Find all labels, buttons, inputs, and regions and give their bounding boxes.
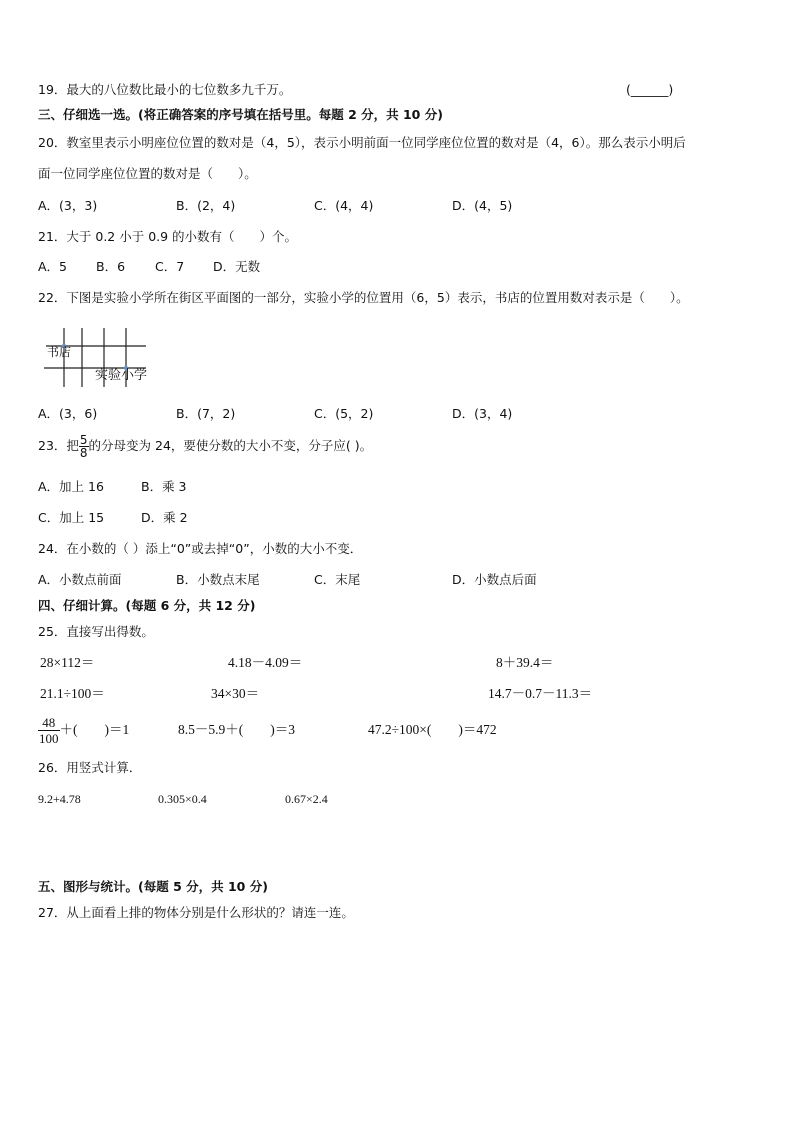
q20-option-d[interactable]: D．(4，5) xyxy=(452,198,513,213)
q21-option-d[interactable]: D．无数 xyxy=(213,259,261,274)
q20-option-a[interactable]: A．(3，3) xyxy=(38,198,98,213)
q23-fraction-numerator: 5 xyxy=(79,433,88,447)
street-map xyxy=(42,327,162,389)
q25-row2-item2: 34×30＝ xyxy=(211,686,260,701)
q23-option-d[interactable]: D．乘 2 xyxy=(141,510,188,525)
section-5-title: 五、图形与统计。(每题 5 分，共 10 分) xyxy=(38,879,268,894)
q27-text: 27．从上面看上排的物体分别是什么形状的？请连一连。 xyxy=(38,905,354,920)
q24-option-a[interactable]: A．小数点前面 xyxy=(38,572,122,587)
q25-row3-fraction xyxy=(38,715,60,746)
q23-prefix: 23．把 xyxy=(38,438,79,453)
q25-row2-item3: 14.7－0.7－11.3＝ xyxy=(488,686,593,701)
q25-row1-item2: 4.18－4.09＝ xyxy=(228,655,303,670)
q22-text: 22．下图是实验小学所在街区平面图的一部分，实验小学的位置用（6，5）表示，书店的位置用数对表示是（ ）。 xyxy=(38,290,689,305)
q23-suffix: 的分母变为 24，要使分数的大小不变，分子应( )。 xyxy=(88,438,373,453)
q22-option-b[interactable]: B．(7，2) xyxy=(176,406,236,421)
q20-option-b[interactable]: B．(2，4) xyxy=(176,198,236,213)
q21-option-a[interactable]: A．5 xyxy=(38,259,68,274)
q23-fraction-denominator: 8 xyxy=(79,446,88,460)
q21-text: 21．大于 0.2 小于 0.9 的小数有（ ）个。 xyxy=(38,229,298,244)
q19-answer-box[interactable]: (______) xyxy=(626,82,674,97)
q23-fraction xyxy=(79,434,89,459)
q26-text: 26．用竖式计算． xyxy=(38,760,142,775)
section-4-title: 四、仔细计算。(每题 6 分，共 12 分) xyxy=(38,598,256,613)
q25-row3-fraction-numerator: 48 xyxy=(38,715,60,731)
q23-option-a[interactable]: A．加上 16 xyxy=(38,479,104,494)
q23-option-c[interactable]: C．加上 15 xyxy=(38,510,105,525)
q26-item3: 0.67×2.4 xyxy=(285,792,328,806)
section-3-title: 三、仔细选一选。(将正确答案的序号填在括号里。每题 2 分，共 10 分) xyxy=(38,107,443,122)
q25-row1-item1: 28×112＝ xyxy=(40,655,95,670)
q25-row1-item3: 8＋39.4＝ xyxy=(496,655,554,670)
q22-option-d[interactable]: D．(3，4) xyxy=(452,406,513,421)
map-label-school: 实验小学 xyxy=(95,368,148,383)
q23-option-b[interactable]: B．乘 3 xyxy=(141,479,187,494)
q25-row2-item1: 21.1÷100＝ xyxy=(40,686,105,701)
q23-text xyxy=(38,432,372,460)
q24-option-d[interactable]: D．小数点后面 xyxy=(452,572,537,587)
q25-row3-item1-tail: ＋( )＝1 xyxy=(59,722,130,737)
q20-option-c[interactable]: C．(4，4) xyxy=(314,198,374,213)
q20-text-line2: 面一位同学座位位置的数对是（ ）。 xyxy=(38,166,257,181)
q24-text: 24．在小数的（ ）添上“0”或去掉“0”，小数的大小不变． xyxy=(38,541,363,556)
q25-text: 25．直接写出得数。 xyxy=(38,624,154,639)
map-label-bookstore: 书店 xyxy=(47,345,72,359)
q26-item2: 0.305×0.4 xyxy=(158,792,207,806)
q21-option-c[interactable]: C．7 xyxy=(155,259,185,274)
q19-text: 19．最大的八位数比最小的七位数多九千万。 xyxy=(38,82,292,97)
q24-option-c[interactable]: C．末尾 xyxy=(314,572,361,587)
q25-row3-item3: 47.2÷100×( )＝472 xyxy=(368,722,497,737)
q26-item1: 9.2+4.78 xyxy=(38,792,81,806)
q25-row3-item2: 8.5－5.9＋( )＝3 xyxy=(178,722,295,737)
q21-option-b[interactable]: B．6 xyxy=(96,259,126,274)
q24-option-b[interactable]: B．小数点末尾 xyxy=(176,572,260,587)
q22-option-c[interactable]: C．(5，2) xyxy=(314,406,374,421)
q20-text-line1: 20．教室里表示小明座位位置的数对是（4，5），表示小明前面一位同学座位位置的数对是（4，6）。那么表示小明后 xyxy=(38,135,686,150)
q22-option-a[interactable]: A．(3，6) xyxy=(38,406,98,421)
q25-row3-fraction-denominator: 100 xyxy=(39,731,59,747)
q25-row3-item1 xyxy=(38,712,129,748)
